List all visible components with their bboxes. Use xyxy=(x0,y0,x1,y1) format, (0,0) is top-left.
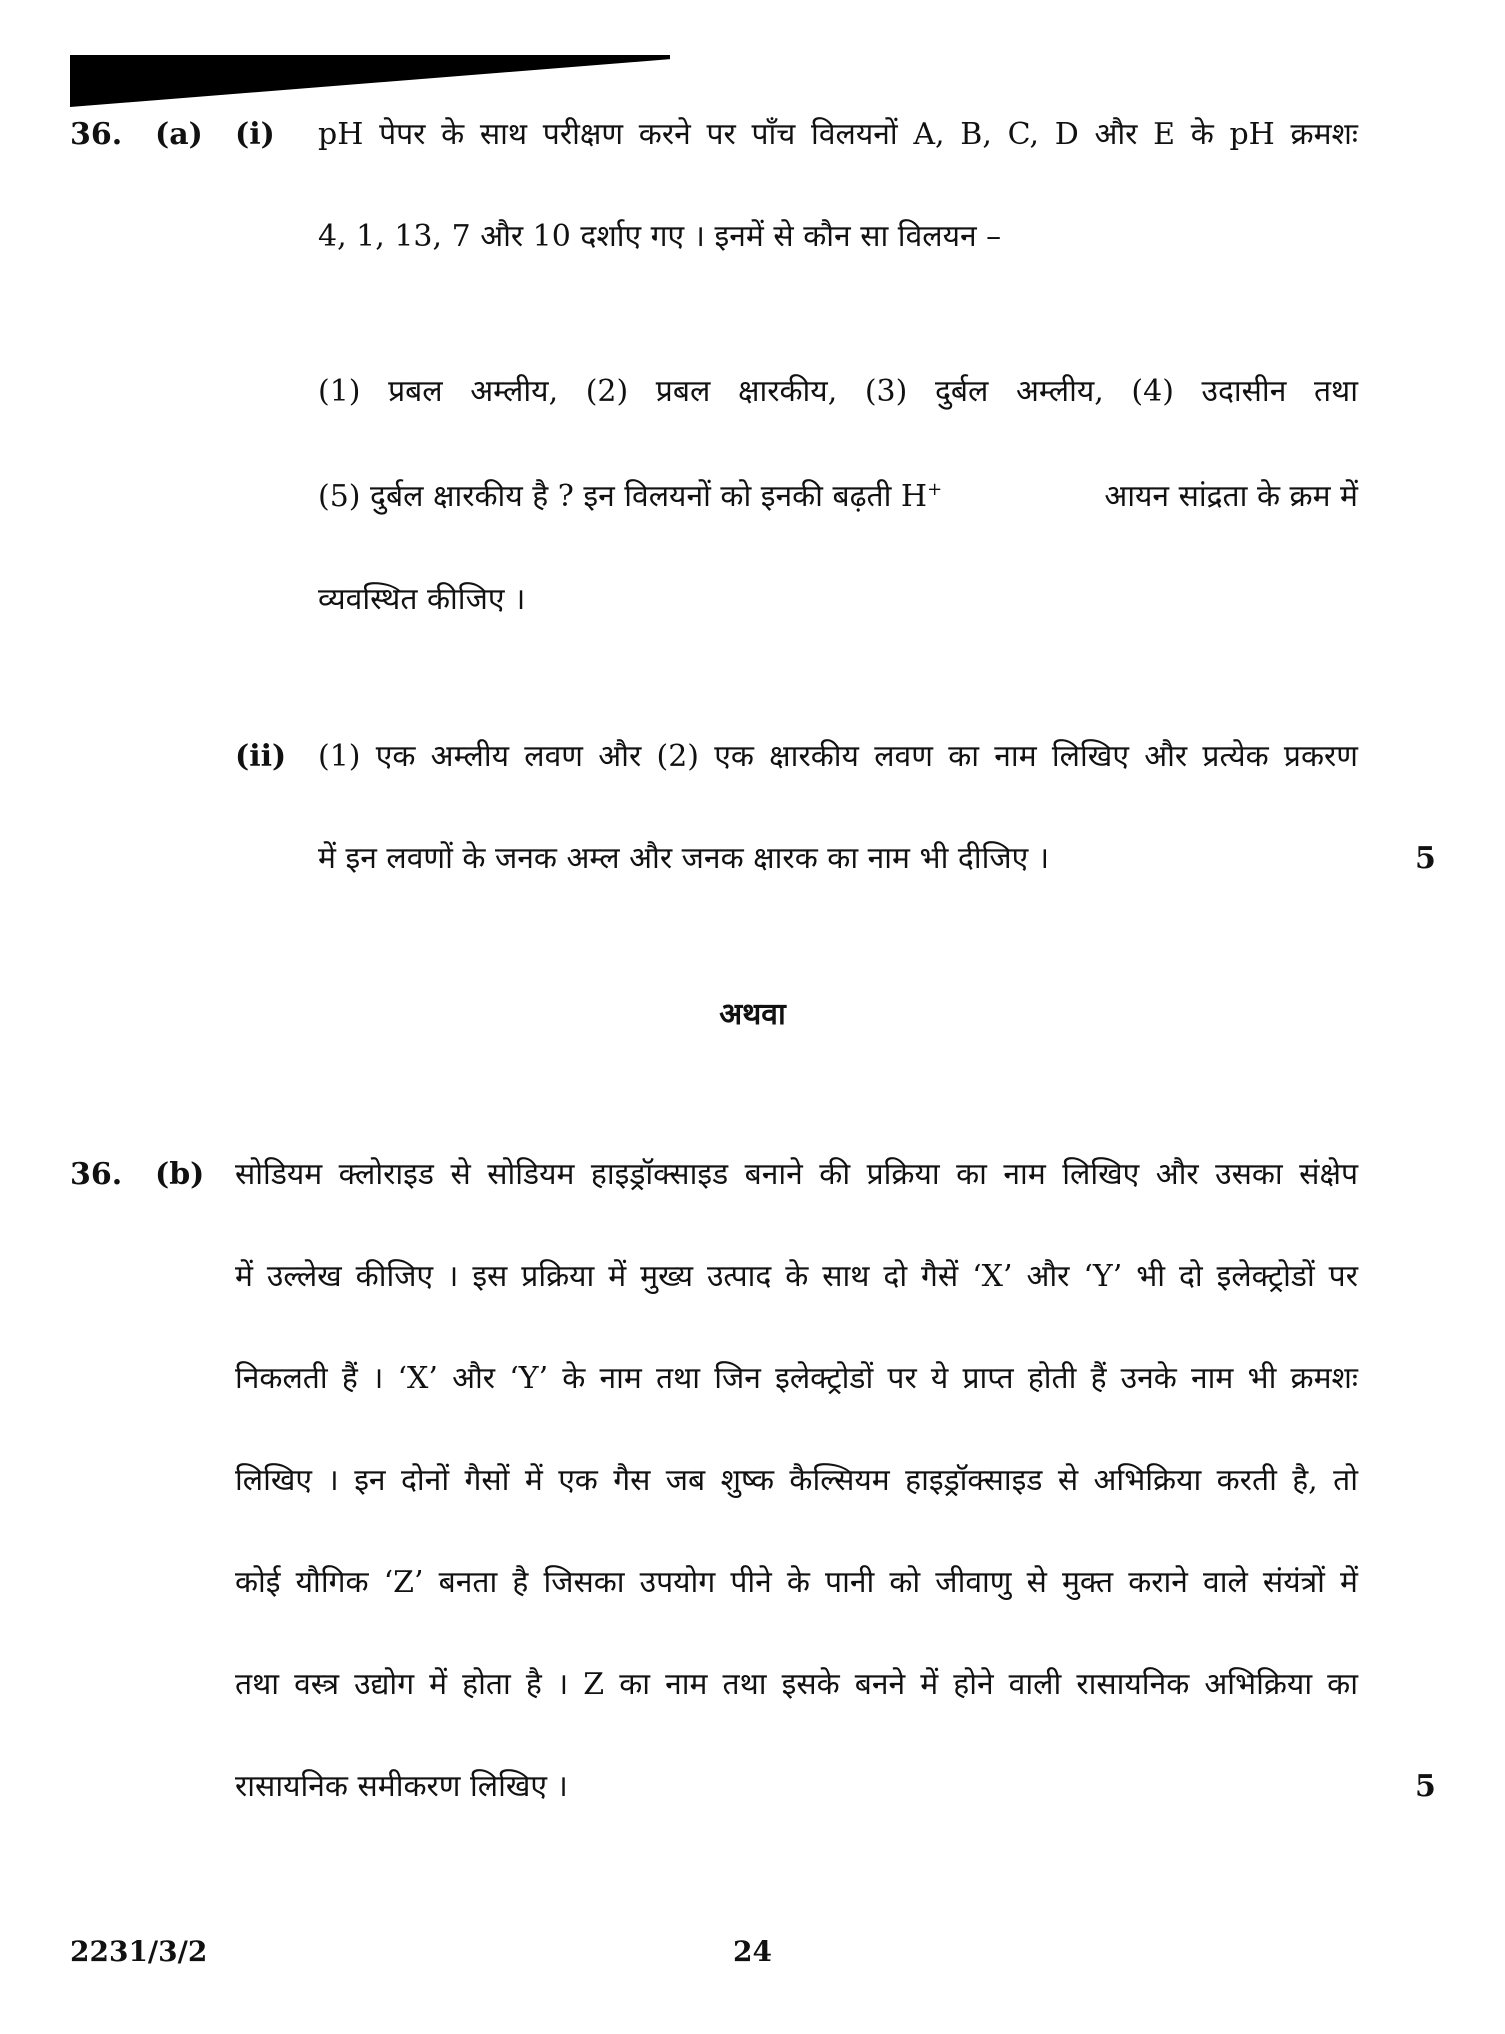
marks-36a: 5 xyxy=(1415,841,1436,876)
q36b-line-6: तथा वस्त्र उद्योग में होता है । Z का नाम तथा इसके बनने में होने वाली रासायनिक अभिक्रिया का xyxy=(235,1667,1358,1702)
question-part-a: (a) xyxy=(155,117,203,152)
header-black-bar xyxy=(70,55,670,107)
q36a-i-line-4 xyxy=(318,477,1358,517)
q36a-i-line-3: (1) प्रबल अम्लीय, (2) प्रबल क्षारकीय, (3) दुर्बल अम्लीय, (4) उदासीन तथा xyxy=(318,374,1358,409)
question-part-b: (b) xyxy=(155,1157,205,1192)
page-number: 24 xyxy=(733,1935,772,1968)
question-number-36a: 36. xyxy=(70,117,123,152)
q36b-line-1: सोडियम क्लोराइड से सोडियम हाइड्रॉक्साइड बनाने की प्रक्रिया का नाम लिखिए और उसका संक्षेप xyxy=(235,1157,1358,1192)
q36a-i-line-5: व्यवस्थित कीजिए । xyxy=(318,582,526,617)
paper-code: 2231/3/2 xyxy=(70,1935,208,1968)
or-label: अथवा xyxy=(719,997,786,1032)
subpart-i-label: (i) xyxy=(235,117,275,152)
q36b-line-3: निकलती हैं । ‘X’ और ‘Y’ के नाम तथा जिन इलेक्ट्रोडों पर ये प्राप्त होती हैं उनके नाम भी क्रमशः xyxy=(235,1361,1358,1396)
q36b-line-2: में उल्लेख कीजिए । इस प्रक्रिया में मुख्य उत्पाद के साथ दो गैसें ‘X’ और ‘Y’ भी दो इलेक्ट्रोडों पर xyxy=(235,1259,1358,1294)
q36b-line-5: कोई यौगिक ‘Z’ बनता है जिसका उपयोग पीने के पानी को जीवाणु से मुक्त कराने वाले संयंत्रों में xyxy=(235,1565,1358,1600)
superscript-plus: + xyxy=(927,479,943,500)
subpart-ii-label: (ii) xyxy=(235,739,287,774)
q36a-ii-line-2: में इन लवणों के जनक अम्ल और जनक क्षारक का नाम भी दीजिए । xyxy=(318,841,1050,876)
question-number-36b: 36. xyxy=(70,1157,123,1192)
q36b-line-4: लिखिए । इन दोनों गैसों में एक गैस जब शुष्क कैल्सियम हाइड्रॉक्साइड से अभिक्रिया करती है, तो xyxy=(235,1463,1358,1498)
q36a-i-line-1: pH पेपर के साथ परीक्षण करने पर पाँच विलयनों A, B, C, D और E के pH क्रमशः xyxy=(318,117,1358,152)
q36a-i-line-4-tail: आयन सांद्रता के क्रम में xyxy=(1104,479,1358,514)
q36a-ii-line-1: (1) एक अम्लीय लवण और (2) एक क्षारकीय लवण का नाम लिखिए और प्रत्येक प्रकरण xyxy=(318,739,1358,774)
q36a-i-line-4-text: (5) दुर्बल क्षारकीय है ? इन विलयनों को इनकी बढ़ती H+ xyxy=(318,479,943,514)
q36a-i-line-2: 4, 1, 13, 7 और 10 दर्शाए गए । इनमें से कौन सा विलयन – xyxy=(318,219,1002,254)
q36b-line-7: रासायनिक समीकरण लिखिए । xyxy=(235,1769,568,1804)
marks-36b: 5 xyxy=(1415,1769,1436,1804)
